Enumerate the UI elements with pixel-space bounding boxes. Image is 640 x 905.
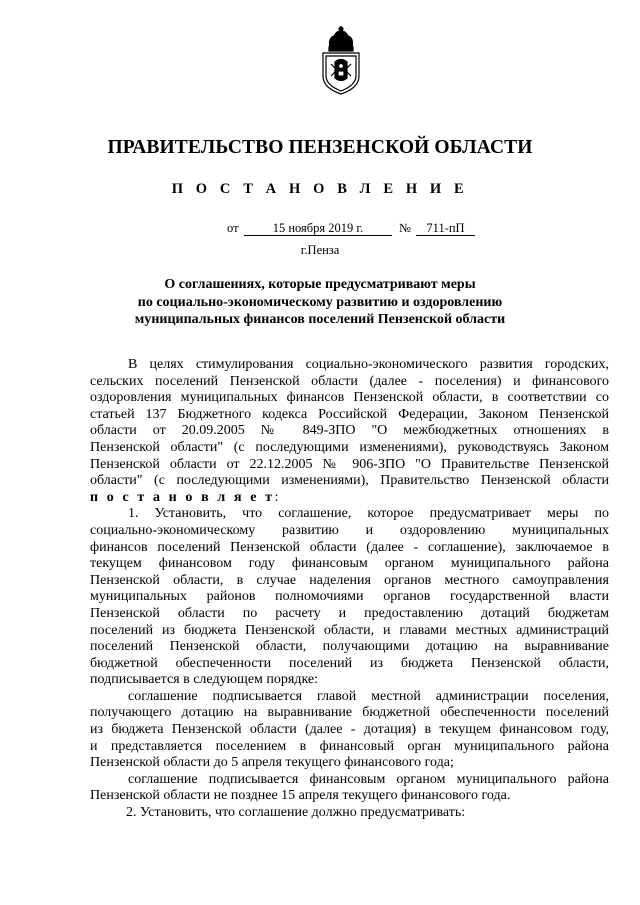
decree-word: п о с т а н о в л я е т (90, 489, 275, 505)
item-1a-line: получающего дотацию на выравнивание бюджетной обеспеченности поселений (90, 705, 609, 721)
item-1-line: социально-экономическому развитию и оздоровлению муниципальных (90, 522, 609, 538)
subject-line: по социально-экономическому развитию и оздоровлению (137, 294, 503, 310)
from-label: от (227, 221, 239, 235)
body-line: области" (с последующими изменениями), Правительство Пензенской области (90, 473, 609, 489)
document-body (90, 357, 609, 822)
item-2-line: 2. Установить, что соглашение должно предусматривать: (126, 805, 466, 821)
item-1-line: текущем финансовом году финансовым органом муниципального района (90, 556, 609, 572)
item-1b-line: соглашение подписывается финансовым органом муниципального района (128, 771, 609, 787)
document-date: 15 ноября 2019 г. (244, 221, 392, 236)
item-1b-line: Пензенской области не позднее 15 апреля текущего финансового года. (90, 788, 511, 804)
body-line: Пензенской области от 22.12.2005 № 906-ЗПО "О Правительстве Пензенской (90, 456, 609, 472)
body-line: оздоровления муниципальных финансов Пензенской области, в соответствии со (90, 390, 609, 406)
subject-line: муниципальных финансов поселений Пензенской области (134, 312, 506, 327)
document-type: П О С Т А Н О В Л Е Н И Е (171, 181, 469, 197)
item-1-line: подписывается в следующем порядке: (90, 672, 318, 688)
item-1-line: Пензенской области, в случае наделения органов местного самоуправления (90, 572, 609, 588)
body-line: Пензенской области" (с последующими изменениями), руководствуясь Законом (90, 439, 609, 455)
government-title: ПРАВИТЕЛЬСТВО ПЕНЗЕНСКОЙ ОБЛАСТИ (107, 137, 533, 158)
item-1a-line: из бюджета Пензенской области (далее - дотация) в текущем финансовом году, (90, 722, 609, 738)
decree-line (90, 490, 609, 507)
decree-colon: : (274, 489, 279, 505)
document-subject (100, 276, 540, 329)
number-label: № (399, 221, 411, 235)
subject-line: О соглашениях, которые предусматривают меры (164, 277, 476, 292)
document-number: 711-пП (416, 221, 475, 236)
body-line: области от 20.09.2005 № 849-ЗПО "О межбюджетных отношениях в (90, 423, 609, 439)
item-1-line: 1. Установить, что соглашение, которое предусматривает меры по (128, 506, 609, 522)
item-1-line: поселений Пензенской области, получающими дотацию на выравнивание (90, 639, 609, 655)
item-1a-line: соглашение подписывается главой местной администрации поселения, (128, 688, 609, 704)
item-1a-line: Пензенской области до 5 апреля текущего финансового года; (90, 755, 454, 771)
body-line: В целях стимулирования социально-экономического развития городских, (128, 357, 609, 372)
city: г.Пенза (300, 243, 340, 257)
item-1a-line: и представляется поселением в финансовый орган муниципального района (90, 738, 609, 754)
coat-of-arms-icon (318, 26, 364, 96)
item-1-line: бюджетной обеспеченности поселений из бюджета Пензенской области, (90, 655, 609, 671)
item-1-line: муниципальных районов полномочиями органов государственной власти (90, 589, 609, 605)
item-1-line: поселений из бюджета Пензенской области, и главами местных администраций (90, 622, 609, 638)
body-line: сельских поселений Пензенской области (далее - поселения) и финансового (90, 373, 609, 389)
body-line: статьей 137 Бюджетного кодекса Российской Федерации, Законом Пензенской (90, 406, 609, 422)
item-1-line: Пензенской области по расчету и предоставлению дотаций бюджетам (90, 605, 609, 621)
item-1-line: финансов поселений Пензенской области (далее - соглашение), заключаемое в (90, 539, 609, 555)
